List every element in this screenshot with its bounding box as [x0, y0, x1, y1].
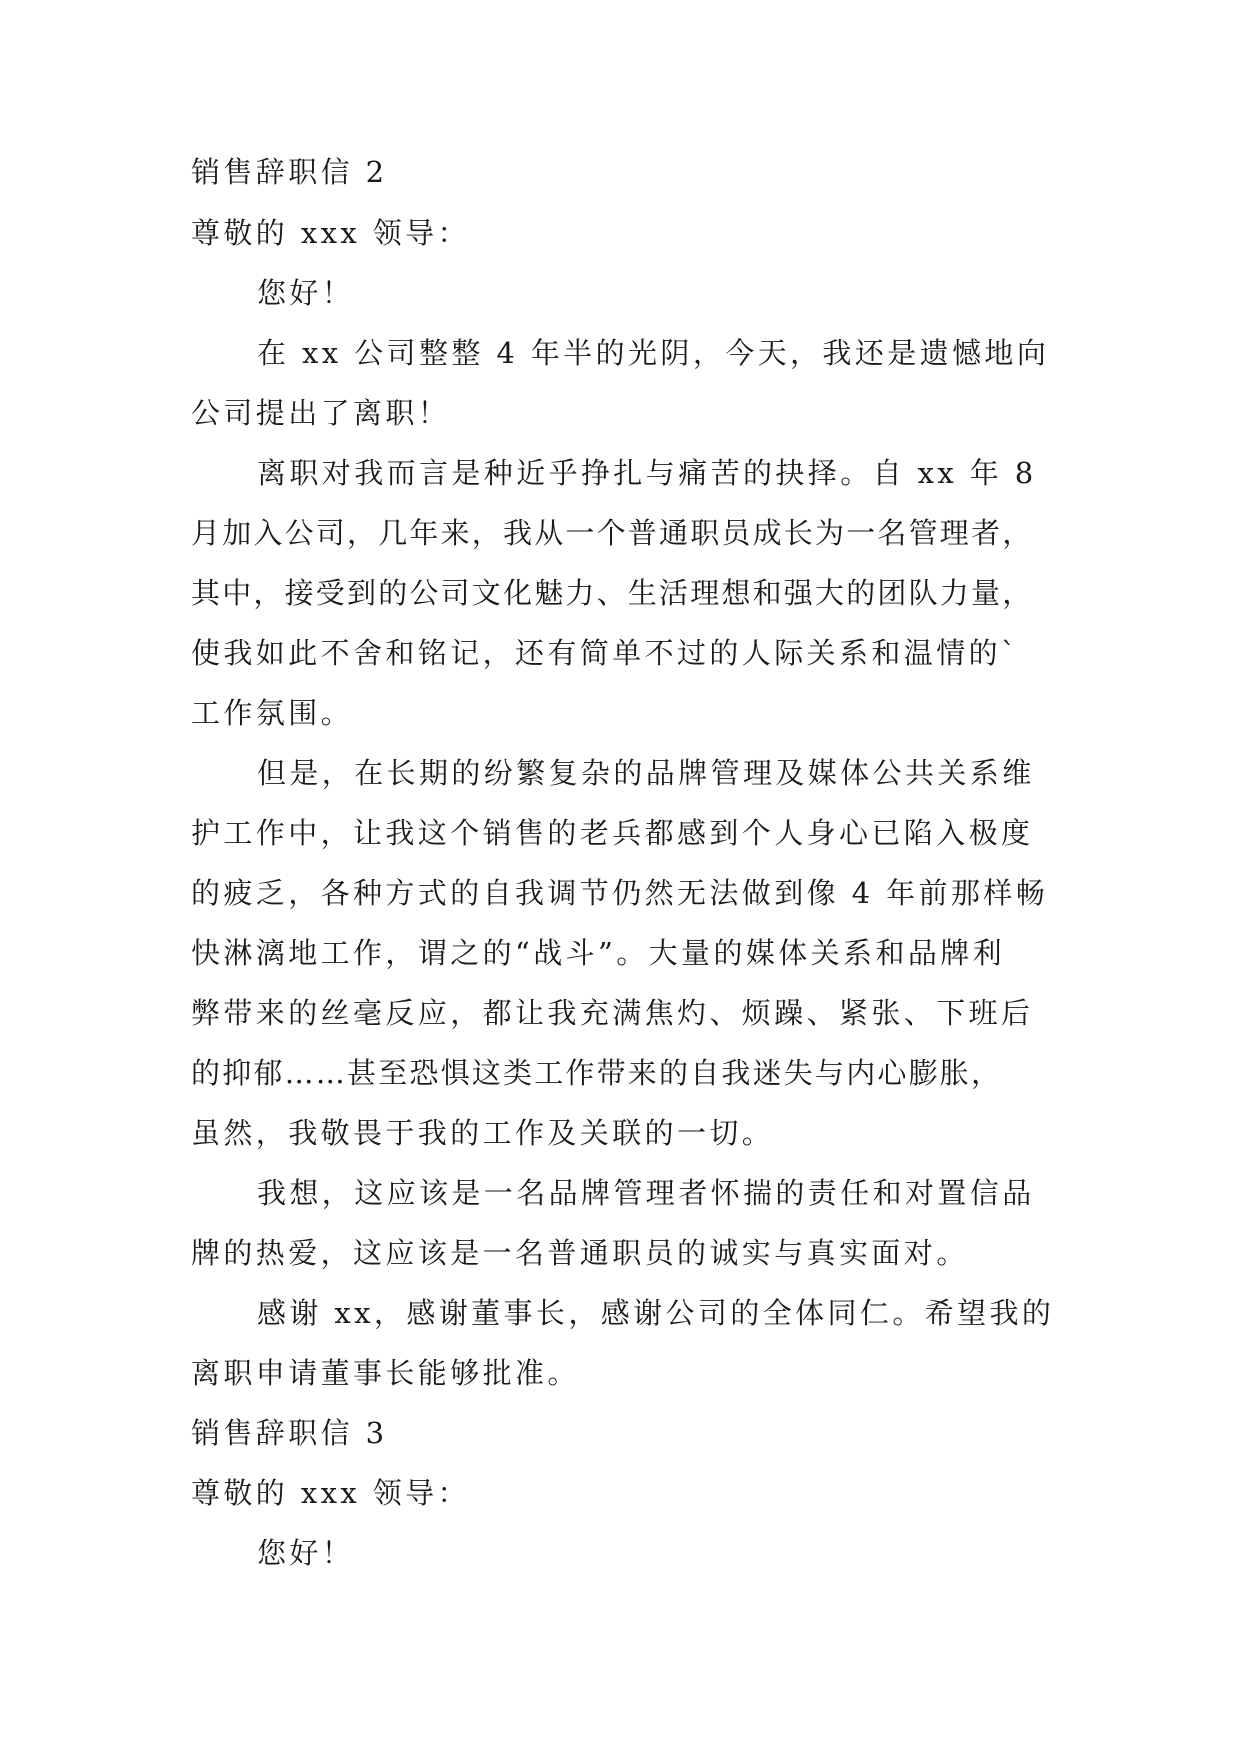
letter-3-title: 销售辞职信 3: [191, 1416, 388, 1450]
paragraph-3-line-4: 快淋漓地工作，谓之的“战斗”。大量的媒体关系和品牌利: [191, 936, 1006, 970]
paragraph-1-line-2: 公司提出了离职！: [191, 396, 451, 430]
paragraph-2-line-5: 工作氛围。: [191, 696, 354, 730]
paragraph-3-line-2: 护工作中，让我这个销售的老兵都感到个人身心已陷入极度: [191, 816, 1034, 850]
paragraph-5-line-1: 感谢 xx，感谢董事长，感谢公司的全体同仁。希望我的: [257, 1296, 1055, 1330]
greeting: 您好！: [257, 276, 355, 310]
paragraph-3-line-3: 的疲乏，各种方式的自我调节仍然无法做到像 4 年前那样畅: [191, 876, 1049, 910]
paragraph-2-line-2: 月加入公司，几年来，我从一个普通职员成长为一名管理者，: [191, 516, 1034, 550]
letter-2-title: 销售辞职信 2: [191, 155, 388, 189]
paragraph-3-line-6: 的抑郁……甚至恐惧这类工作带来的自我迷失与内心膨胀，: [191, 1056, 1003, 1090]
paragraph-3-line-5: 弊带来的丝毫反应，都让我充满焦灼、烦躁、紧张、下班后: [191, 996, 1034, 1030]
paragraph-3-line-7: 虽然，我敬畏于我的工作及关联的一切。: [191, 1116, 775, 1150]
paragraph-2-line-3: 其中，接受到的公司文化魅力、生活理想和强大的团队力量，: [191, 576, 1034, 610]
paragraph-3-line-1: 但是，在长期的纷繁复杂的品牌管理及媒体公共关系维: [257, 756, 1035, 790]
paragraph-2-line-4: 使我如此不舍和铭记，还有简单不过的人际关系和温情的`: [191, 636, 1019, 670]
salutation-2: 尊敬的 xxx 领导：: [191, 1476, 470, 1510]
paragraph-1-line-1: 在 xx 公司整整 4 年半的光阴，今天，我还是遗憾地向: [257, 336, 1050, 370]
paragraph-2-line-1: 离职对我而言是种近乎挣扎与痛苦的抉择。自 xx 年 8: [257, 456, 1037, 490]
paragraph-4-line-2: 牌的热爱，这应该是一名普通职员的诚实与真实面对。: [191, 1236, 969, 1270]
salutation: 尊敬的 xxx 领导：: [191, 216, 470, 250]
greeting-2: 您好！: [257, 1536, 355, 1570]
paragraph-5-line-2: 离职申请董事长能够批准。: [191, 1356, 580, 1390]
paragraph-4-line-1: 我想，这应该是一名品牌管理者怀揣的责任和对置信品: [257, 1176, 1035, 1210]
